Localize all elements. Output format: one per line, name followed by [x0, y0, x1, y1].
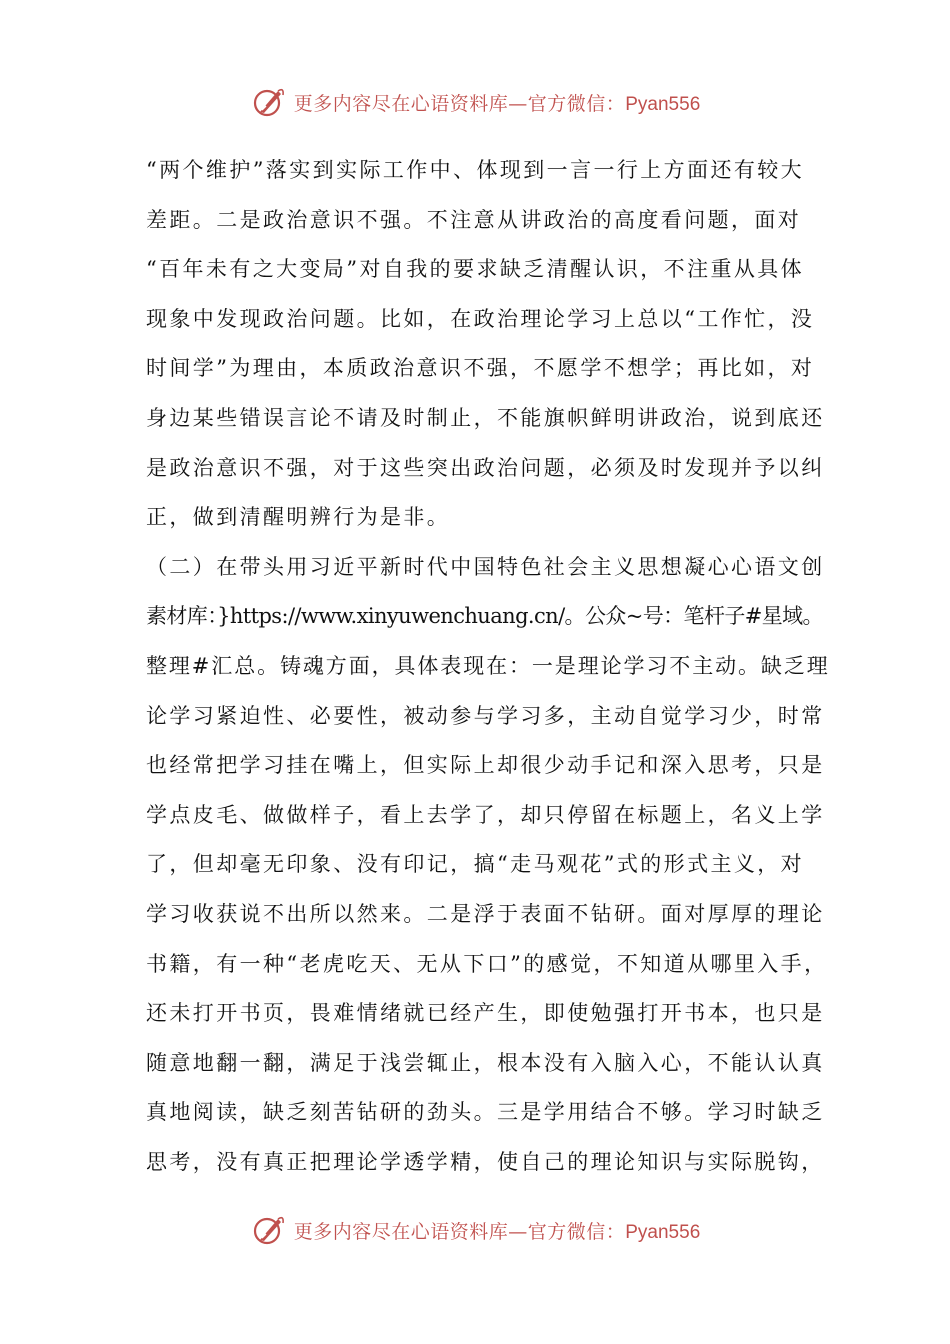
- text-line: 学点皮毛、做做样子，看上去学了，却只停留在标题上，名义上学: [146, 802, 825, 827]
- text-line: 素材库：}https://www.xinyuwenchuang.cn/。公众~号：笔杆子#星域。: [146, 604, 823, 629]
- header-banner-handle: Pyan556: [625, 93, 701, 115]
- footer-banner: [0, 1208, 950, 1252]
- text-line: 现象中发现政治问题。比如，在政治理论学习上总以“工作忙，没: [146, 306, 815, 331]
- text-line: 论学习紧迫性、必要性，被动参与学习多，主动自觉学习少，时常: [146, 703, 825, 728]
- text-line: 时间学”为理由，本质政治意识不强，不愿学不想学；再比如，对: [146, 356, 815, 381]
- header-banner-label: 更多内容尽在心语资料库—官方微信：: [293, 92, 626, 115]
- footer-banner-label: 更多内容尽在心语资料库—官方微信：: [293, 1220, 626, 1243]
- text-line: 学习收获说不出所以然来。二是浮于表面不钻研。面对厚厚的理论: [146, 901, 825, 926]
- quill-logo-icon: [252, 85, 286, 119]
- text-line: 也经常把学习挂在嘴上，但实际上却很少动手记和深入思考，只是: [146, 753, 825, 778]
- text-line: 身边某些错误言论不请及时制止，不能旗帜鲜明讲政治，说到底还: [146, 405, 825, 430]
- text-line: 正，做到清醒明辨行为是非。: [146, 505, 451, 530]
- header-banner-inner: [250, 85, 701, 119]
- text-line: 书籍，有一种“老虎吃天、无从下口”的感觉，不知道从哪里入手，: [146, 951, 828, 976]
- text-line: “两个维护”落实到实际工作中、体现到一言一行上方面还有较大: [146, 158, 805, 182]
- footer-banner-inner: [250, 1213, 701, 1247]
- footer-banner-handle: Pyan556: [625, 1221, 701, 1243]
- header-banner: [0, 80, 950, 124]
- text-line: 是政治意识不强，对于这些突出政治问题，必须及时发现并予以纠: [146, 455, 825, 480]
- document-body: [146, 146, 830, 1187]
- text-line: 还未打开书页，畏难情绪就已经产生，即使勉强打开书本，也只是: [146, 1001, 825, 1026]
- text-line: 整理#汇总。铸魂方面，具体表现在：一是理论学习不主动。缺乏理: [146, 653, 830, 678]
- text-line: 随意地翻一翻，满足于浅尝辄止，根本没有入脑入心，不能认认真: [146, 1050, 825, 1075]
- text-line: 差距。二是政治意识不强。不注意从讲政治的高度看问题，面对: [146, 207, 802, 232]
- text-line: 思考，没有真正把理论学透学精，使自己的理论知识与实际脱钩，: [146, 1149, 825, 1174]
- text-line: “百年未有之大变局”对自我的要求缺乏清醒认识，不注重从具体: [146, 257, 805, 282]
- text-line: （二）在带头用习近平新时代中国特色社会主义思想凝心心语文创: [146, 554, 825, 579]
- text-line: 真地阅读，缺乏刻苦钻研的劲头。三是学用结合不够。学习时缺乏: [146, 1100, 825, 1125]
- quill-logo-icon: [252, 1213, 286, 1247]
- text-line: 了，但却毫无印象、没有印记，搞“走马观花”式的形式主义，对: [146, 852, 805, 877]
- footer-banner-text: [294, 1217, 701, 1244]
- header-banner-text: [294, 89, 701, 116]
